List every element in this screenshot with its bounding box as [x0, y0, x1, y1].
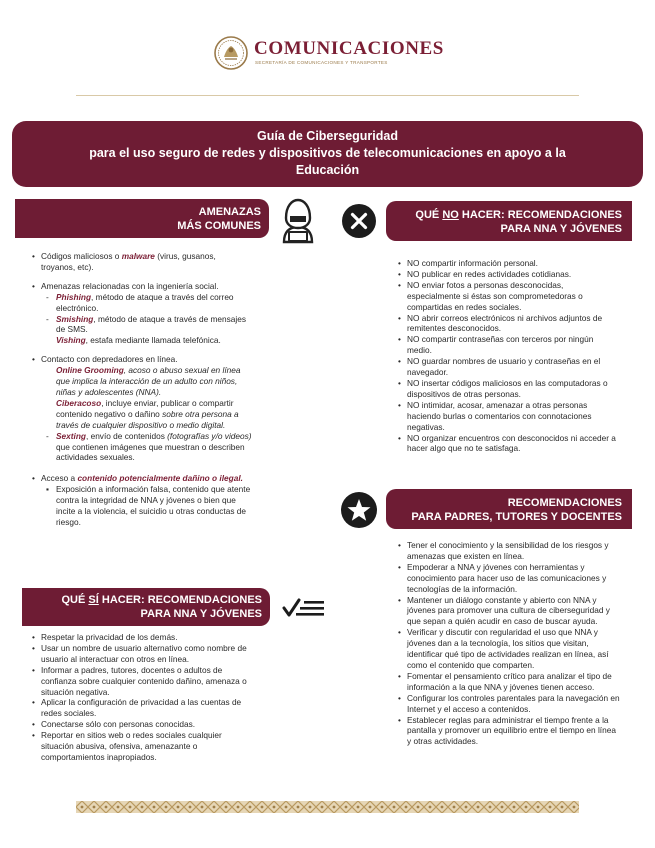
decorative-pattern-band [76, 801, 579, 813]
title-banner [12, 121, 643, 187]
header-divider [76, 95, 579, 96]
section-heading-amenazas: AMENAZAS MÁS COMUNES [15, 199, 269, 238]
list-item: - Smishing, método de ataque a través de mensajes de SMS. [32, 314, 252, 336]
list-item: • NO publicar en redes actividades cotidianas. [398, 269, 616, 280]
section-heading-no-hacer: QUÉ NO HACER: RECOMENDACIONES PARA NNA Y JÓVENES [386, 201, 632, 241]
list-item: • Verificar y discutir con regularidad el uso que NNA y jóvenes dan a la tecnología, los sitios que visitan, identificar qué tipo de actividades realizan en línea, así como el contenido que comparten. [398, 627, 620, 671]
seal-icon [214, 36, 248, 70]
list-item: - Phishing, método de ataque a través del correo electrónico. [32, 292, 252, 314]
list-item: • NO compartir contraseñas con terceros por ningún medio. [398, 334, 616, 356]
padres-list [398, 540, 620, 747]
si-hacer-list [32, 632, 256, 763]
list-item: • NO guardar nombres de usuario y contraseñas en el navegador. [398, 356, 616, 378]
list-item: • NO organizar encuentros con desconocidos ni acceder a hacer algo que no te satisfaga. [398, 433, 616, 455]
list-item: • Acceso a contenido potencialmente dañino o ilegal. [32, 473, 252, 484]
list-item: • Configurar los controles parentales para la navegación en Internet y el acceso a contenidos. [398, 693, 620, 715]
list-item: • Códigos maliciosos o malware (virus, gusanos, troyanos, etc). [32, 251, 252, 273]
no-hacer-list [398, 258, 616, 454]
list-item: • NO intimidar, acosar, amenazar a otras personas haciendo burlas o comentarios con connotaciones negativas. [398, 400, 616, 433]
list-item: • NO enviar fotos a personas desconocidas, especialmente si éstas son comprometedoras o compartidas en redes sociales. [398, 280, 616, 313]
logo-subtitle: SECRETARÍA DE COMUNICACIONES Y TRANSPORTES [255, 60, 388, 65]
list-item: Vishing, estafa mediante llamada telefónica. [56, 335, 221, 346]
list-item: - Sexting, envío de contenidos (fotografías y/o videos) que contienen imágenes que muestran o describen actividades sexuales. [32, 431, 252, 464]
list-item: ▪ Exposición a información falsa, contenido que atente contra la integridad de NNA y jóvenes o bien que incite a la violencia, el suicidio u otras conductas de riesgo. [32, 484, 252, 528]
banner-subtitle-line: para el uso seguro de redes y dispositivos de telecomunicaciones en apoyo a la [89, 146, 566, 160]
list-item: • Fomentar el pensamiento crítico para analizar el tipo de información a la que NNA y jóvenes tienen acceso. [398, 671, 620, 693]
list-item: • Establecer reglas para administrar el tiempo frente a la pantalla y promover un equilibrio entre el tiempo en línea y otras actividades. [398, 715, 620, 748]
list-item: Ciberacoso, incluye enviar, publicar o compartir contenido negativo o dañino sobre otra persona a través de cualquier dispositivo o medio digital. [56, 397, 239, 430]
list-item: • NO compartir información personal. [398, 258, 616, 269]
section-heading-si-hacer: QUÉ SÍ HACER: RECOMENDACIONES PARA NNA Y JÓVENES [22, 588, 270, 626]
list-item: • Empoderar a NNA y jóvenes con herramientas y conocimiento para hacer uso de las comunicaciones y tecnologías de la información. [398, 562, 620, 595]
list-item: • Contacto con depredadores en línea. [32, 354, 252, 365]
section-heading-padres: RECOMENDACIONES PARA PADRES, TUTORES Y DOCENTES [386, 489, 632, 529]
list-item: • Conectarse sólo con personas conocidas. [32, 719, 256, 730]
list-item: • Reportar en sitios web o redes sociales cualquier situación abusiva, ofensiva, amenazante o comportamientos inapropiados. [32, 730, 256, 763]
amenazas-list [32, 251, 252, 528]
banner-subtitle-line: Educación [295, 163, 360, 177]
institution-logo [214, 36, 454, 72]
list-item: • Tener el conocimiento y la sensibilidad de los riesgos y amenazas que existen en línea. [398, 540, 620, 562]
banner-title: Guía de Ciberseguridad [256, 129, 398, 143]
list-item: • Mantener un diálogo constante y abierto con NNA y jóvenes para promover una cultura de ciberseguridad y que sepan a quién acudir en caso de buscar ayuda. [398, 595, 620, 628]
hacker-icon [274, 196, 322, 244]
close-icon [341, 203, 377, 239]
list-item: • Usar un nombre de usuario alternativo como nombre de usuario al interactuar con otros en línea. [32, 643, 256, 665]
list-item: • Amenazas relacionadas con la ingeniería social. [32, 281, 252, 292]
logo-title: COMUNICACIONES [254, 38, 444, 59]
list-item: • NO insertar códigos maliciosos en las computadoras o dispositivos de otras personas. [398, 378, 616, 400]
list-item: Online Grooming, acoso o abuso sexual en línea que implica la interacción de un adulto con niños, niñas y adolescentes (NNA). [56, 365, 241, 397]
checklist-icon [282, 596, 326, 620]
list-item: • Informar a padres, tutores, docentes o adultos de confianza sobre cualquier contenido dañino, amenaza o situación negativa. [32, 665, 256, 698]
list-item: • Respetar la privacidad de los demás. [32, 632, 256, 643]
star-icon [340, 491, 378, 529]
list-item: • NO abrir correos electrónicos ni archivos adjuntos de remitentes desconocidos. [398, 313, 616, 335]
list-item: • Aplicar la configuración de privacidad a las cuentas de redes sociales. [32, 697, 256, 719]
